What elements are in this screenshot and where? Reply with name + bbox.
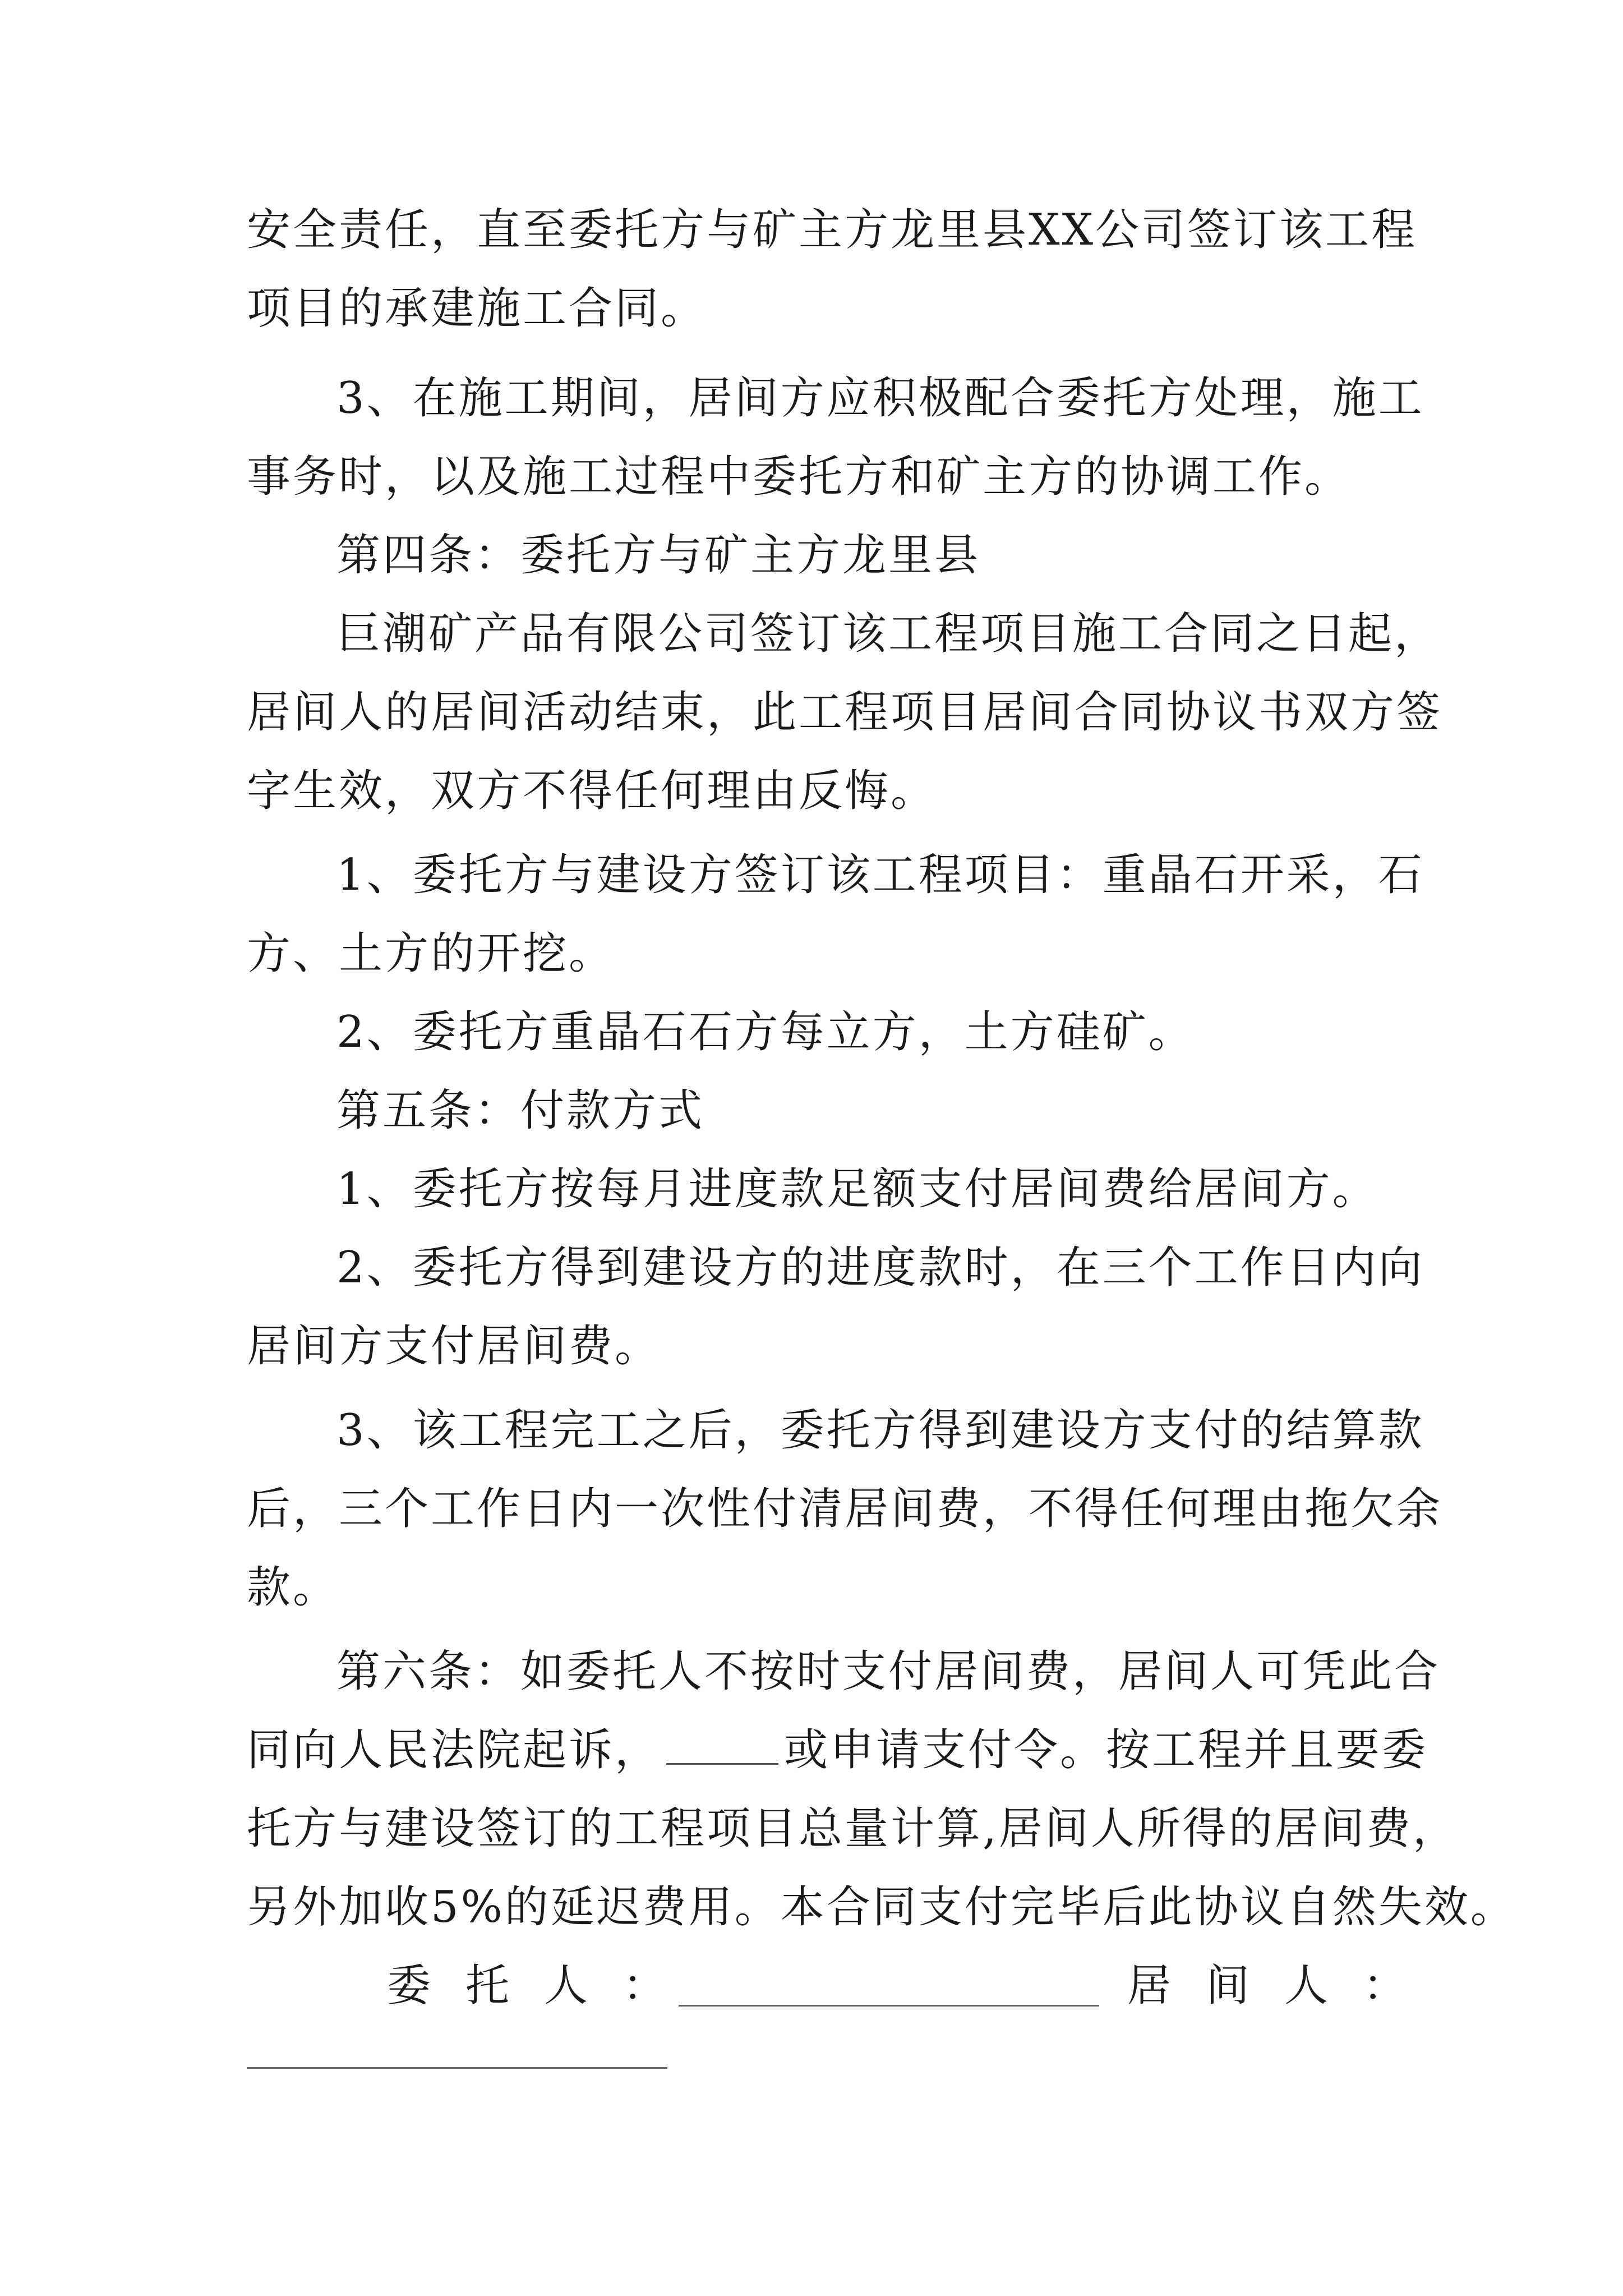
- agent-signature-label: 居间人：: [1127, 1961, 1442, 2011]
- client-signature-label: 委托人：: [387, 1961, 702, 2011]
- text-line: 安全责任，直至委托方与矿主方龙里县XX公司签订该工程: [247, 205, 1418, 255]
- text-line: 居间人的居间活动结束，此工程项目居间合同协议书双方签: [247, 687, 1443, 738]
- text-line: 事务时，以及施工过程中委托方和矿主方的协调工作。: [247, 452, 1351, 502]
- text-line: 3、在施工期间，居间方应积极配合委托方处理，施工: [336, 373, 1424, 424]
- fill-in-blank: [666, 1729, 778, 1765]
- text-line: 后，三个工作日内一次性付清居间费，不得任何理由拖欠余: [247, 1484, 1443, 1534]
- agent-signature-blank: [247, 2067, 667, 2069]
- text-line: 方、土方的开挖。: [247, 928, 615, 979]
- text-line: 款。: [247, 1562, 339, 1613]
- text-line: 另外加收5%的延迟费用。本合同支付完毕后此协议自然失效。: [247, 1882, 1516, 1932]
- text-segment: 同向人民法院起诉，: [247, 1725, 661, 1775]
- text-line: 2、委托方得到建设方的进度款时，在三个工作日内向: [336, 1243, 1424, 1293]
- text-line: 托方与建设签订的工程项目总量计算,居间人所得的居间费，: [247, 1803, 1459, 1854]
- text-line: [247, 1722, 1428, 1778]
- text-line: 3、该工程完工之后，委托方得到建设方支付的结算款: [336, 1405, 1424, 1456]
- text-line: 巨潮矿产品有限公司签订该工程项目施工合同之日起，: [336, 609, 1441, 659]
- article-heading: 第四条：委托方与矿主方龙里县: [336, 530, 981, 581]
- text-line: 项目的承建施工合同。: [247, 283, 707, 334]
- article-heading: 第六条：如委托人不按时支付居间费，居间人可凭此合: [336, 1646, 1441, 1697]
- text-segment: 或申请支付令。按工程并且要委: [784, 1725, 1428, 1775]
- article-heading: 第五条：付款方式: [336, 1085, 705, 1136]
- client-signature-blank: [679, 2005, 1099, 2007]
- text-line: 居间方支付居间费。: [247, 1321, 661, 1372]
- text-line: 2、委托方重晶石石方每立方，土方硅矿。: [336, 1007, 1195, 1057]
- text-line: 字生效，双方不得任何理由反悔。: [247, 766, 937, 816]
- text-line: 1、委托方与建设方签订该工程项目：重晶石开采，石: [336, 850, 1424, 900]
- text-line: 1、委托方按每月进度款足额支付居间费给居间方。: [336, 1164, 1378, 1214]
